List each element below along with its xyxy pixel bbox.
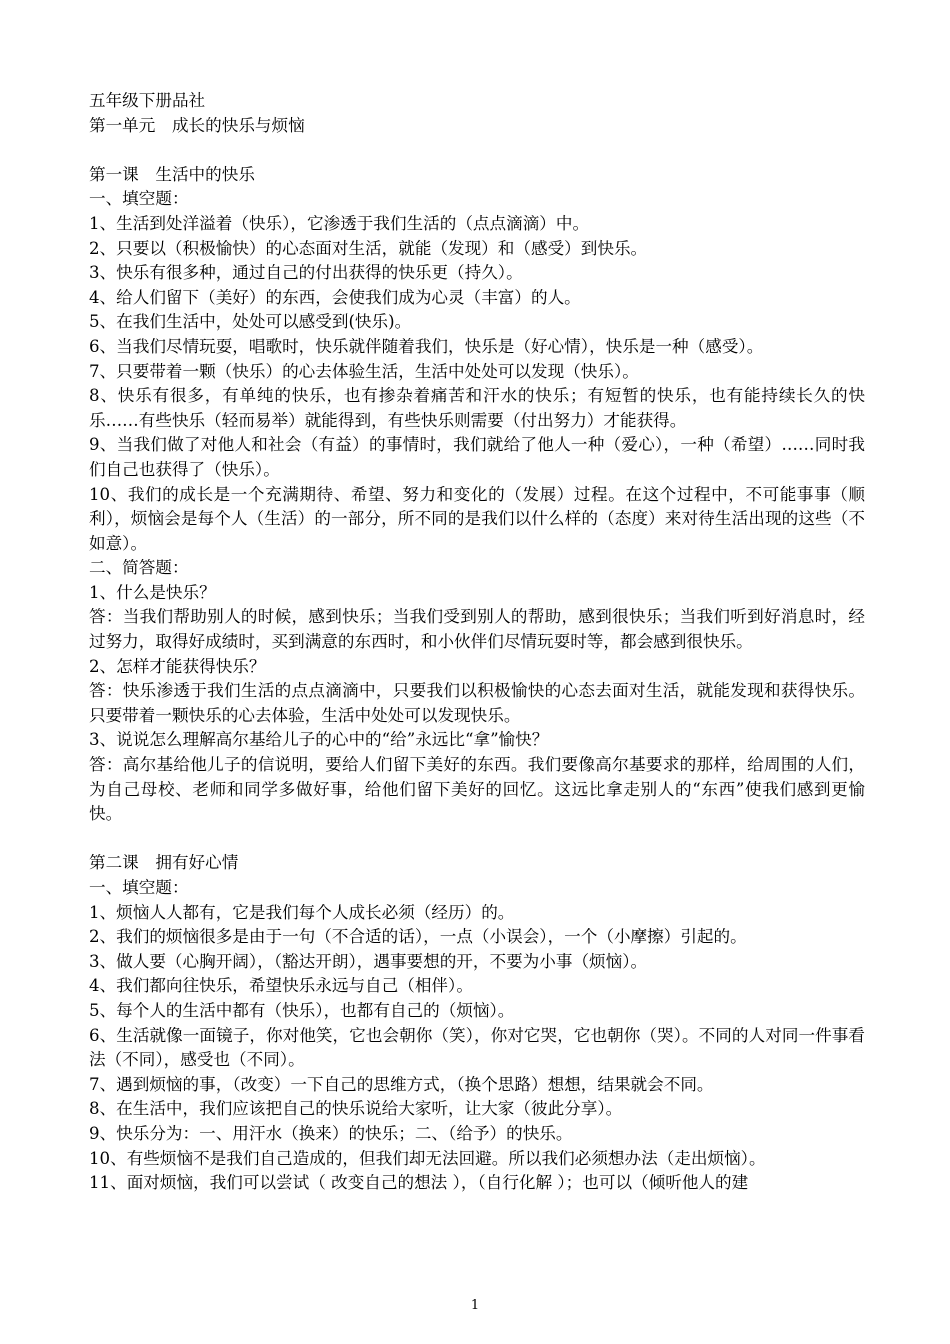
- lesson2-fill-item: 8、在生活中，我们应该把自己的快乐说给大家听，让大家（彼此分享）。: [89, 1099, 623, 1119]
- lesson1-fill-heading: 一、填空题：: [89, 189, 189, 209]
- lesson1-fill-item: 8、快乐有很多，有单纯的快乐，也有掺杂着痛苦和汗水的快乐；有短暂的快乐，也有能持续长久的快乐……有些快乐（轻而易举）就能得到，有些快乐则需要（付出努力）才能获得。: [89, 386, 865, 430]
- lesson1-fill-item: 2、只要以（积极愉快）的心态面对生活，就能（发现）和（感受）到快乐。: [89, 238, 648, 258]
- document-title: 五年级下册品社: [89, 91, 206, 110]
- lesson1-fill-item: 3、快乐有很多种，通过自己的付出获得的快乐更（持久）。: [89, 263, 523, 283]
- page-number: 1: [470, 1298, 480, 1313]
- spacer: [89, 827, 865, 852]
- lesson2-fill-item: 4、我们都向往快乐，希望快乐永远与自己（相伴）。: [89, 976, 473, 996]
- lesson1-title: 第一课 生活中的快乐: [89, 164, 255, 184]
- lesson2-fill-item: 6、生活就像一面镜子，你对他笑，它也会朝你（笑），你对它哭，它也朝你（哭）。不同的人对同一件事看法（不同），感受也（不同）。: [89, 1025, 865, 1070]
- lesson2-fill-item: 9、快乐分为：一、用汗水（换来）的快乐；二、（给予）的快乐。: [89, 1123, 573, 1143]
- lesson1-fill-item: 1、生活到处洋溢着（快乐），它渗透于我们生活的（点点滴滴）中。: [89, 213, 590, 233]
- lesson2-fill-item: 3、做人要（心胸开阔），（豁达开朗），遇事要想的开，不要为小事（烦恼）。: [89, 951, 648, 971]
- lesson2-fill-item: 5、每个人的生活中都有（快乐），也都有自己的（烦恼）。: [89, 1000, 515, 1020]
- unit-title: 第一单元 成长的快乐与烦恼: [89, 115, 305, 135]
- lesson1-question: 2、怎样才能获得快乐？: [89, 656, 266, 676]
- lesson1-fill-item: 4、给人们留下（美好）的东西，会使我们成为心灵（丰富）的人。: [89, 287, 581, 307]
- spacer: [89, 138, 865, 163]
- lesson1-answer: 答：快乐渗透于我们生活的点点滴滴中，只要我们以积极愉快的心态去面对生活，就能发现和获得快乐。只要带着一颗快乐的心去体验，生活中处处可以发现快乐。: [89, 681, 865, 725]
- lesson2-title: 第二课 拥有好心情: [89, 853, 239, 873]
- lesson2-fill-item: 7、遇到烦恼的事，（改变）一下自己的思维方式，（换个思路）想想，结果就会不同。: [89, 1074, 714, 1094]
- lesson2-fill-item: 2、我们的烦恼很多是由于一句（不合适的话），一点（小误会），一个（小摩擦）引起的。: [89, 927, 747, 947]
- lesson2-fill-item: 1、烦恼人人都有，它是我们每个人成长必须（经历）的。: [89, 902, 515, 922]
- lesson1-question: 1、什么是快乐？: [89, 582, 216, 602]
- lesson1-fill-item: 10、我们的成长是一个充满期待、希望、努力和变化的（发展）过程。在这个过程中，不可能事事（顺利），烦恼会是每个人（生活）的一部分，所不同的是我们以什么样的（态度）来对待生活出现的这些（不如意）。: [89, 484, 865, 553]
- lesson1-fill-item: 9、当我们做了对他人和社会（有益）的事情时，我们就给了他人一种（爱心），一种（希望）……同时我们自己也获得了（快乐）。: [89, 435, 865, 479]
- lesson2-fill-item: 10、有些烦恼不是我们自己造成的，但我们却无法回避。所以我们必须想办法（走出烦恼）。: [89, 1148, 766, 1168]
- lesson1-fill-item: 6、当我们尽情玩耍，唱歌时，快乐就伴随着我们，快乐是（好心情），快乐是一种（感受）。: [89, 336, 764, 356]
- lesson1-question: 3、说说怎么理解高尔基给儿子的心中的“给”永远比“拿”愉快？: [89, 730, 549, 750]
- lesson2-fill-heading: 一、填空题：: [89, 878, 189, 897]
- lesson1-answer: 答：高尔基给他儿子的信说明，要给人们留下美好的东西。我们要像高尔基要求的那样，给周围的人们，为自己母校、老师和同学多做好事，给他们留下美好的回忆。这远比拿走别人的“东西”使我们感到更愉快。: [89, 755, 865, 824]
- lesson1-qa-heading: 二、简答题：: [89, 558, 189, 578]
- lesson1-answer: 答：当我们帮助别人的时候，感到快乐；当我们受到别人的帮助，感到很快乐；当我们听到好消息时，经过努力，取得好成绩时，买到满意的东西时，和小伙伴们尽情玩耍时等，都会感到很快乐。: [89, 607, 865, 652]
- document-body: [89, 89, 865, 1196]
- lesson2-fill-item: 11、面对烦恼，我们可以尝试（ 改变自己的想法 ），（自行化解 ）；也可以（倾听他人的建: [89, 1173, 749, 1193]
- lesson1-fill-item: 5、在我们生活中，处处可以感受到(快乐)。: [89, 312, 412, 332]
- lesson1-fill-item: 7、只要带着一颗（快乐）的心去体验生活，生活中处处可以发现（快乐）。: [89, 361, 639, 381]
